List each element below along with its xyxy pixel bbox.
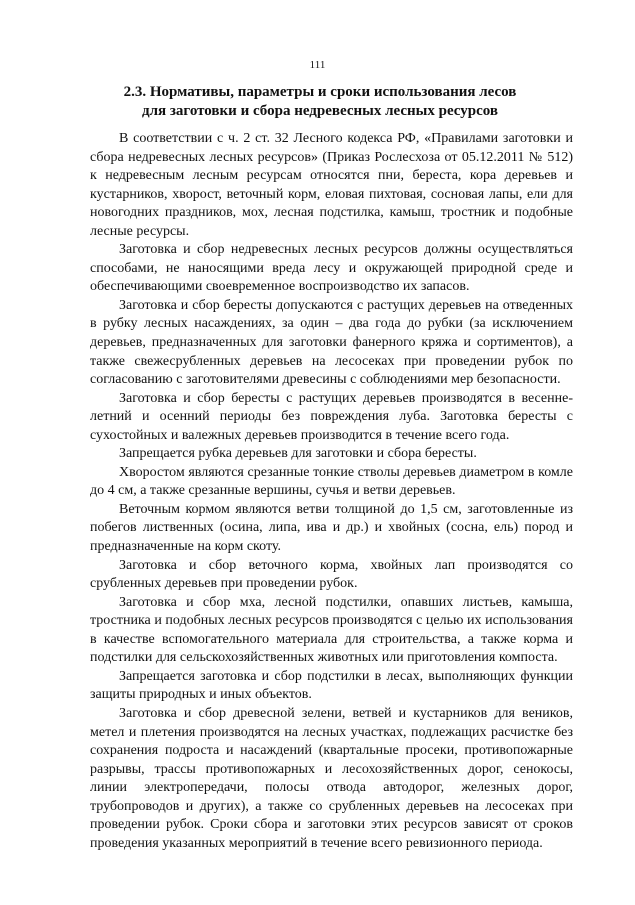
paragraph: Заготовка и сбор веточного корма, хвойных лап производятся со срубленных деревьев при проведении рубок.: [90, 557, 573, 592]
body-text: [90, 130, 573, 853]
page-number: 111: [309, 59, 326, 71]
section-heading-line-1: 2.3. Нормативы, параметры и сроки использования лесов: [123, 84, 517, 100]
section-heading-line-2: для заготовки и сбора недревесных лесных ресурсов: [142, 103, 498, 119]
paragraph: В соответствии с ч. 2 ст. 32 Лесного кодекса РФ, «Правилами заготовки и сбора недревесных лесных ресурсов» (Приказ Рослесхоза от 05.12.2011 № 512) к недревесным лесным ресурсам относятся пни, береста, кора деревьев и кустарников, хворост, веточный корм, еловая пихтовая, сосновая лапы, ели для новогодних праздников, мох, лесная подстилка, камыш, тростник и подобные лесные ресурсы.: [90, 131, 573, 239]
paragraph: Заготовка и сбор бересты допускаются с растущих деревьев на отведенных в рубку лесных насаждениях, за один – два года до рубки (за исключением деревьев, предназначенных для заготовки фанерного кряжа и сортиментов), а также свежесрубленных деревьев на лесосеках при проведении рубок по согласованию с заготовителями древесины с соблюдениями мер безопасности.: [90, 297, 573, 388]
paragraph: Веточным кормом являются ветви толщиной до 1,5 см, заготовленные из побегов лиственных (осина, липа, ива и др.) и хвойных (сосна, ель) пород и предназначенные на корм скоту.: [90, 501, 573, 555]
paragraph: Запрещается заготовка и сбор подстилки в лесах, выполняющих функции защиты природных и иных объектов.: [90, 668, 573, 703]
paragraph: Заготовка и сбор мха, лесной подстилки, опавших листьев, камыша, тростника и подобных лесных ресурсов производятся с целью их использования в качестве вспомогательного материала для строительства, а также корма и подстилки для сельскохозяйственных животных или приготовления компоста.: [90, 594, 573, 666]
paragraph: Заготовка и сбор древесной зелени, ветвей и кустарников для веников, метел и плетения производятся на лесных участках, подлежащих расчистке без сохранения подроста и насаждений (квартальные просеки, противопожарные разрывы, трассы противопожарных и лесохозяйственных дорог, сенокосы, линии электропередачи, полосы отвода автодорог, железных дорог, трубопроводов и других), а также со срубленных деревьев на лесосеках при проведении рубок. Сроки сбора и заготовки этих ресурсов зависят от сроков проведения указанных мероприятий в течение всего ревизионного периода.: [90, 705, 573, 851]
paragraph: Запрещается рубка деревьев для заготовки и сбора бересты.: [119, 446, 477, 462]
paragraph: Хворостом являются срезанные тонкие стволы деревьев диаметром в комле до 4 см, а также срезанные вершины, сучья и ветви деревьев.: [90, 464, 573, 499]
section-heading: [70, 83, 570, 121]
paragraph: Заготовка и сбор бересты с растущих деревьев производятся в весенне-летний и осенний периоды без повреждения луба. Заготовка бересты с сухостойных и валежных деревьев производится в течение всего года.: [90, 390, 573, 443]
paragraph: Заготовка и сбор недревесных лесных ресурсов должны осуществляться способами, не наносящими вреда лесу и окружающей природной среде и обеспечивающими своевременное воспроизводство их запасов.: [90, 242, 573, 295]
